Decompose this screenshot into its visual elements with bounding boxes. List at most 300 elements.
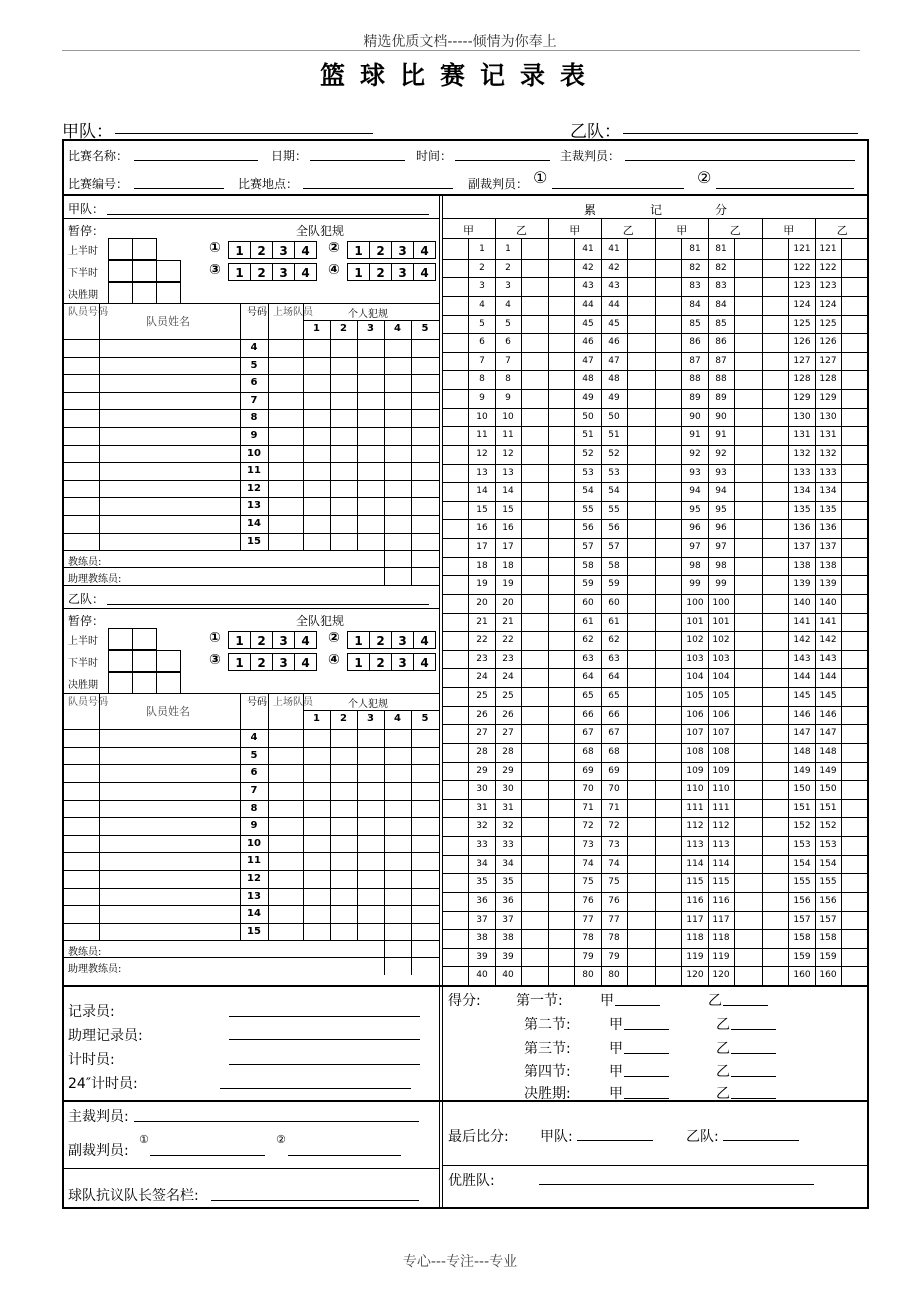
running-score-number[interactable]: 117 (712, 914, 730, 925)
running-score-number[interactable]: 68 (582, 746, 594, 757)
running-score-number[interactable]: 159 (819, 951, 837, 962)
running-score-number[interactable]: 78 (608, 933, 620, 944)
running-score-number[interactable]: 116 (686, 895, 704, 906)
running-score-number[interactable]: 15 (476, 504, 488, 515)
running-score-number[interactable]: 104 (686, 672, 704, 683)
running-score-number[interactable]: 89 (689, 393, 701, 403)
running-score-number[interactable]: 145 (819, 691, 837, 701)
running-score-number[interactable]: 83 (715, 281, 727, 292)
running-score-number[interactable]: 146 (819, 709, 837, 720)
running-score-number[interactable]: 51 (608, 430, 620, 441)
running-score-number[interactable]: 144 (819, 672, 837, 683)
running-score-number[interactable]: 24 (502, 672, 514, 683)
running-score-number[interactable]: 67 (608, 728, 620, 739)
running-score-number[interactable]: 126 (819, 337, 837, 348)
running-score-number[interactable]: 81 (715, 244, 727, 254)
running-score-number[interactable]: 29 (502, 765, 514, 776)
running-score-number[interactable]: 141 (819, 616, 837, 627)
running-score-number[interactable]: 128 (793, 374, 811, 385)
running-score-number[interactable]: 46 (582, 337, 594, 348)
running-score-number[interactable]: 76 (582, 895, 594, 906)
running-score-number[interactable]: 12 (476, 448, 488, 459)
running-score-number[interactable]: 42 (582, 262, 594, 273)
running-score-number[interactable]: 23 (502, 653, 514, 664)
running-score-number[interactable]: 85 (715, 318, 727, 329)
running-score-number[interactable]: 14 (476, 486, 488, 497)
running-score-number[interactable]: 82 (715, 262, 727, 273)
running-score-number[interactable]: 36 (476, 895, 488, 906)
running-score-number[interactable]: 5 (479, 318, 485, 329)
running-score-number[interactable]: 79 (608, 951, 620, 962)
match-name-field[interactable] (134, 160, 258, 161)
team-b-timeout-box[interactable] (108, 672, 133, 694)
running-score-number[interactable]: 117 (686, 914, 704, 925)
team-a-team-foul-box[interactable]: 3 (272, 241, 295, 259)
running-score-number[interactable]: 122 (819, 262, 837, 273)
team-a-team-foul-box[interactable]: 1 (347, 263, 370, 281)
running-score-number[interactable]: 87 (689, 355, 701, 366)
running-score-number[interactable]: 132 (819, 448, 837, 459)
running-score-number[interactable]: 103 (686, 653, 704, 664)
running-score-number[interactable]: 105 (686, 691, 704, 701)
recorder-field[interactable] (229, 1016, 420, 1017)
running-score-number[interactable]: 72 (582, 821, 594, 832)
running-score-number[interactable]: 93 (715, 467, 727, 478)
running-score-number[interactable]: 34 (502, 858, 514, 869)
team-b-name-line[interactable] (623, 133, 858, 134)
running-score-number[interactable]: 61 (582, 616, 594, 627)
running-score-number[interactable]: 27 (476, 728, 488, 739)
period-team-b-field[interactable] (731, 1076, 776, 1077)
running-score-number[interactable]: 134 (819, 486, 837, 497)
running-score-number[interactable]: 17 (502, 542, 514, 552)
match-no-field[interactable] (134, 188, 224, 189)
running-score-number[interactable]: 116 (712, 895, 730, 906)
running-score-number[interactable]: 54 (582, 486, 594, 497)
venue-field[interactable] (303, 188, 453, 189)
running-score-number[interactable]: 15 (502, 504, 514, 515)
running-score-number[interactable]: 153 (793, 840, 811, 850)
team-b-team-foul-box[interactable]: 1 (228, 653, 251, 671)
running-score-number[interactable]: 144 (793, 672, 811, 683)
running-score-number[interactable]: 77 (582, 914, 594, 925)
running-score-number[interactable]: 11 (476, 430, 488, 441)
running-score-number[interactable]: 104 (712, 672, 730, 683)
team-a-team-foul-box[interactable]: 3 (391, 241, 414, 259)
running-score-number[interactable]: 147 (793, 728, 811, 739)
running-score-number[interactable]: 43 (608, 281, 620, 292)
team-a-team-foul-box[interactable]: 3 (272, 263, 295, 281)
running-score-number[interactable]: 108 (686, 746, 704, 757)
running-score-number[interactable]: 96 (689, 523, 701, 534)
running-score-number[interactable]: 25 (502, 691, 514, 701)
running-score-number[interactable]: 28 (502, 746, 514, 757)
running-score-number[interactable]: 157 (819, 914, 837, 925)
running-score-number[interactable]: 107 (712, 728, 730, 739)
team-b-timeout-box[interactable] (132, 672, 157, 694)
running-score-number[interactable]: 38 (476, 933, 488, 944)
running-score-number[interactable]: 34 (476, 858, 488, 869)
running-score-number[interactable]: 109 (686, 765, 704, 776)
running-score-number[interactable]: 149 (793, 765, 811, 776)
running-score-number[interactable]: 31 (502, 802, 514, 813)
running-score-number[interactable]: 28 (476, 746, 488, 757)
running-score-number[interactable]: 80 (582, 970, 594, 981)
team-b-team-foul-box[interactable]: 1 (347, 653, 370, 671)
running-score-number[interactable]: 135 (819, 504, 837, 515)
team-b-team-foul-box[interactable]: 2 (369, 653, 392, 671)
running-score-number[interactable]: 120 (712, 970, 730, 981)
running-score-number[interactable]: 155 (819, 877, 837, 888)
running-score-number[interactable]: 100 (686, 597, 704, 608)
running-score-number[interactable]: 61 (608, 616, 620, 627)
running-score-number[interactable]: 56 (582, 523, 594, 534)
running-score-number[interactable]: 67 (582, 728, 594, 739)
vice-ref-2-field[interactable] (716, 188, 854, 189)
running-score-number[interactable]: 69 (582, 765, 594, 776)
running-score-number[interactable]: 3 (505, 281, 511, 292)
running-score-number[interactable]: 160 (819, 970, 837, 981)
running-score-number[interactable]: 110 (712, 784, 730, 795)
running-score-number[interactable]: 126 (793, 337, 811, 348)
running-score-number[interactable]: 139 (819, 579, 837, 590)
running-score-number[interactable]: 66 (582, 709, 594, 720)
team-b-team-name-field[interactable] (107, 604, 429, 605)
running-score-number[interactable]: 12 (502, 448, 514, 459)
running-score-number[interactable]: 49 (582, 393, 594, 403)
running-score-number[interactable]: 18 (476, 560, 488, 571)
period-team-b-field[interactable] (731, 1098, 776, 1099)
running-score-number[interactable]: 65 (582, 691, 594, 701)
team-b-team-foul-box[interactable]: 4 (294, 653, 317, 671)
running-score-number[interactable]: 16 (502, 523, 514, 534)
running-score-number[interactable]: 13 (476, 467, 488, 478)
running-score-number[interactable]: 30 (476, 784, 488, 795)
team-b-team-foul-box[interactable]: 3 (272, 653, 295, 671)
running-score-number[interactable]: 92 (715, 448, 727, 459)
period-team-a-field[interactable] (615, 1005, 660, 1006)
running-score-number[interactable]: 127 (819, 355, 837, 366)
timer-field[interactable] (229, 1064, 420, 1065)
running-score-number[interactable]: 124 (819, 299, 837, 310)
running-score-number[interactable]: 113 (712, 840, 730, 850)
running-score-number[interactable]: 19 (476, 579, 488, 590)
running-score-number[interactable]: 41 (582, 244, 594, 254)
running-score-number[interactable]: 136 (819, 523, 837, 534)
team-a-team-foul-box[interactable]: 4 (294, 263, 317, 281)
running-score-number[interactable]: 47 (608, 355, 620, 366)
running-score-number[interactable]: 101 (712, 616, 730, 627)
team-b-team-foul-box[interactable]: 4 (413, 631, 436, 649)
running-score-number[interactable]: 111 (712, 802, 730, 813)
running-score-number[interactable]: 9 (479, 393, 485, 403)
running-score-number[interactable]: 106 (686, 709, 704, 720)
running-score-number[interactable]: 64 (608, 672, 620, 683)
running-score-number[interactable]: 63 (582, 653, 594, 664)
running-score-number[interactable]: 145 (793, 691, 811, 701)
running-score-number[interactable]: 73 (608, 840, 620, 850)
running-score-number[interactable]: 100 (712, 597, 730, 608)
running-score-number[interactable]: 96 (715, 523, 727, 534)
running-score-number[interactable]: 111 (686, 802, 704, 813)
running-score-number[interactable]: 10 (476, 411, 488, 422)
running-score-number[interactable]: 6 (505, 337, 511, 348)
team-a-team-foul-box[interactable]: 4 (413, 263, 436, 281)
running-score-number[interactable]: 60 (582, 597, 594, 608)
team-b-timeout-box[interactable] (132, 628, 157, 650)
running-score-number[interactable]: 102 (686, 635, 704, 646)
running-score-number[interactable]: 109 (712, 765, 730, 776)
team-a-timeout-box[interactable] (156, 260, 181, 282)
running-score-number[interactable]: 45 (582, 318, 594, 329)
running-score-number[interactable]: 51 (582, 430, 594, 441)
running-score-number[interactable]: 1 (505, 244, 511, 254)
running-score-number[interactable]: 81 (689, 244, 701, 254)
running-score-number[interactable]: 98 (689, 560, 701, 571)
running-score-number[interactable]: 57 (608, 542, 620, 552)
protest-field[interactable] (211, 1200, 419, 1201)
running-score-number[interactable]: 25 (476, 691, 488, 701)
running-score-number[interactable]: 74 (582, 858, 594, 869)
running-score-number[interactable]: 44 (582, 299, 594, 310)
running-score-number[interactable]: 128 (819, 374, 837, 385)
running-score-number[interactable]: 35 (502, 877, 514, 888)
running-score-number[interactable]: 39 (476, 951, 488, 962)
team-b-team-foul-box[interactable]: 3 (272, 631, 295, 649)
running-score-number[interactable]: 148 (793, 746, 811, 757)
running-score-number[interactable]: 58 (608, 560, 620, 571)
running-score-number[interactable]: 27 (502, 728, 514, 739)
running-score-number[interactable]: 87 (715, 355, 727, 366)
running-score-number[interactable]: 106 (712, 709, 730, 720)
running-score-number[interactable]: 156 (793, 895, 811, 906)
team-a-timeout-box[interactable] (108, 238, 133, 260)
date-field[interactable] (310, 160, 405, 161)
running-score-number[interactable]: 129 (793, 393, 811, 403)
running-score-number[interactable]: 58 (582, 560, 594, 571)
running-score-number[interactable]: 94 (689, 486, 701, 497)
running-score-number[interactable]: 158 (793, 933, 811, 944)
running-score-number[interactable]: 68 (608, 746, 620, 757)
asst-recorder-field[interactable] (229, 1039, 420, 1040)
running-score-number[interactable]: 141 (793, 616, 811, 627)
running-score-number[interactable]: 115 (686, 877, 704, 888)
running-score-number[interactable]: 140 (819, 597, 837, 608)
running-score-number[interactable]: 143 (819, 653, 837, 664)
running-score-number[interactable]: 80 (608, 970, 620, 981)
period-team-a-field[interactable] (624, 1098, 669, 1099)
running-score-number[interactable]: 71 (608, 802, 620, 813)
running-score-number[interactable]: 79 (582, 951, 594, 962)
running-score-number[interactable]: 54 (608, 486, 620, 497)
running-score-number[interactable]: 22 (502, 635, 514, 646)
running-score-number[interactable]: 133 (819, 467, 837, 478)
running-score-number[interactable]: 64 (582, 672, 594, 683)
running-score-number[interactable]: 32 (476, 821, 488, 832)
running-score-number[interactable]: 4 (505, 299, 511, 310)
running-score-number[interactable]: 78 (582, 933, 594, 944)
running-score-number[interactable]: 154 (793, 858, 811, 869)
running-score-number[interactable]: 150 (819, 784, 837, 795)
running-score-number[interactable]: 71 (582, 802, 594, 813)
running-score-number[interactable]: 130 (793, 411, 811, 422)
running-score-number[interactable]: 39 (502, 951, 514, 962)
running-score-number[interactable]: 50 (608, 411, 620, 422)
running-score-number[interactable]: 20 (502, 597, 514, 608)
running-score-number[interactable]: 119 (712, 951, 730, 962)
running-score-number[interactable]: 73 (582, 840, 594, 850)
running-score-number[interactable]: 63 (608, 653, 620, 664)
period-team-b-field[interactable] (731, 1053, 776, 1054)
running-score-number[interactable]: 113 (686, 840, 704, 850)
running-score-number[interactable]: 142 (819, 635, 837, 646)
running-score-number[interactable]: 134 (793, 486, 811, 497)
running-score-number[interactable]: 24 (476, 672, 488, 683)
running-score-number[interactable]: 62 (608, 635, 620, 646)
running-score-number[interactable]: 49 (608, 393, 620, 403)
running-score-number[interactable]: 123 (819, 281, 837, 292)
running-score-number[interactable]: 135 (793, 504, 811, 515)
running-score-number[interactable]: 74 (608, 858, 620, 869)
running-score-number[interactable]: 86 (715, 337, 727, 348)
running-score-number[interactable]: 47 (582, 355, 594, 366)
running-score-number[interactable]: 118 (686, 933, 704, 944)
vice-ref-sign-2-field[interactable] (288, 1155, 401, 1156)
shot-timer-field[interactable] (220, 1088, 411, 1089)
running-score-number[interactable]: 21 (476, 616, 488, 627)
running-score-number[interactable]: 17 (476, 542, 488, 552)
running-score-number[interactable]: 119 (686, 951, 704, 962)
running-score-number[interactable]: 151 (819, 802, 837, 813)
running-score-number[interactable]: 8 (505, 374, 511, 385)
running-score-number[interactable]: 137 (819, 542, 837, 552)
running-score-number[interactable]: 40 (476, 970, 488, 981)
running-score-number[interactable]: 53 (582, 467, 594, 478)
vice-ref-sign-1-field[interactable] (150, 1155, 265, 1156)
team-a-timeout-box[interactable] (132, 282, 157, 304)
running-score-number[interactable]: 72 (608, 821, 620, 832)
running-score-number[interactable]: 48 (608, 374, 620, 385)
final-team-a-field[interactable] (577, 1140, 653, 1141)
running-score-number[interactable]: 99 (689, 579, 701, 590)
running-score-number[interactable]: 59 (608, 579, 620, 590)
running-score-number[interactable]: 94 (715, 486, 727, 497)
running-score-number[interactable]: 157 (793, 914, 811, 925)
running-score-number[interactable]: 69 (608, 765, 620, 776)
running-score-number[interactable]: 133 (793, 467, 811, 478)
running-score-number[interactable]: 22 (476, 635, 488, 646)
running-score-number[interactable]: 10 (502, 411, 514, 422)
running-score-number[interactable]: 37 (476, 914, 488, 925)
running-score-number[interactable]: 97 (715, 542, 727, 552)
running-score-number[interactable]: 66 (608, 709, 620, 720)
running-score-number[interactable]: 105 (712, 691, 730, 701)
running-score-number[interactable]: 98 (715, 560, 727, 571)
team-a-team-foul-box[interactable]: 3 (391, 263, 414, 281)
period-team-b-field[interactable] (723, 1005, 768, 1006)
running-score-number[interactable]: 70 (582, 784, 594, 795)
team-b-team-foul-box[interactable]: 2 (250, 631, 273, 649)
running-score-number[interactable]: 77 (608, 914, 620, 925)
running-score-number[interactable]: 86 (689, 337, 701, 348)
running-score-number[interactable]: 123 (793, 281, 811, 292)
running-score-number[interactable]: 48 (582, 374, 594, 385)
team-b-team-foul-box[interactable]: 2 (250, 653, 273, 671)
running-score-number[interactable]: 90 (689, 411, 701, 422)
running-score-number[interactable]: 138 (819, 560, 837, 571)
running-score-number[interactable]: 35 (476, 877, 488, 888)
running-score-number[interactable]: 1 (479, 244, 485, 254)
running-score-number[interactable]: 7 (505, 355, 511, 366)
running-score-number[interactable]: 75 (608, 877, 620, 888)
running-score-number[interactable]: 154 (819, 858, 837, 869)
running-score-number[interactable]: 18 (502, 560, 514, 571)
running-score-number[interactable]: 131 (819, 430, 837, 441)
running-score-number[interactable]: 56 (608, 523, 620, 534)
running-score-number[interactable]: 57 (582, 542, 594, 552)
running-score-number[interactable]: 158 (819, 933, 837, 944)
running-score-number[interactable]: 95 (689, 504, 701, 515)
running-score-number[interactable]: 13 (502, 467, 514, 478)
team-b-team-foul-box[interactable]: 1 (228, 631, 251, 649)
running-score-number[interactable]: 121 (819, 244, 837, 254)
running-score-number[interactable]: 95 (715, 504, 727, 515)
running-score-number[interactable]: 160 (793, 970, 811, 981)
running-score-number[interactable]: 101 (686, 616, 704, 627)
running-score-number[interactable]: 155 (793, 877, 811, 888)
running-score-number[interactable]: 125 (793, 318, 811, 329)
team-a-team-foul-box[interactable]: 2 (250, 263, 273, 281)
team-b-timeout-box[interactable] (108, 650, 133, 672)
team-b-team-foul-box[interactable]: 4 (294, 631, 317, 649)
running-score-number[interactable]: 29 (476, 765, 488, 776)
running-score-number[interactable]: 122 (793, 262, 811, 273)
running-score-number[interactable]: 75 (582, 877, 594, 888)
running-score-number[interactable]: 147 (819, 728, 837, 739)
running-score-number[interactable]: 36 (502, 895, 514, 906)
running-score-number[interactable]: 46 (608, 337, 620, 348)
running-score-number[interactable]: 137 (793, 542, 811, 552)
winner-field[interactable] (539, 1184, 814, 1185)
team-b-team-foul-box[interactable]: 2 (369, 631, 392, 649)
running-score-number[interactable]: 131 (793, 430, 811, 441)
team-b-team-foul-box[interactable]: 1 (347, 631, 370, 649)
team-a-team-name-field[interactable] (107, 214, 429, 215)
running-score-number[interactable]: 108 (712, 746, 730, 757)
running-score-number[interactable]: 53 (608, 467, 620, 478)
running-score-number[interactable]: 114 (712, 858, 730, 869)
running-score-number[interactable]: 107 (686, 728, 704, 739)
running-score-number[interactable]: 19 (502, 579, 514, 590)
team-a-name-line[interactable] (115, 133, 373, 134)
running-score-number[interactable]: 32 (502, 821, 514, 832)
team-b-timeout-box[interactable] (156, 650, 181, 672)
running-score-number[interactable]: 102 (712, 635, 730, 646)
running-score-number[interactable]: 43 (582, 281, 594, 292)
running-score-number[interactable]: 21 (502, 616, 514, 627)
running-score-number[interactable]: 26 (502, 709, 514, 720)
running-score-number[interactable]: 76 (608, 895, 620, 906)
chief-ref-sign-field[interactable] (134, 1121, 419, 1122)
running-score-number[interactable]: 143 (793, 653, 811, 664)
running-score-number[interactable]: 127 (793, 355, 811, 366)
running-score-number[interactable]: 89 (715, 393, 727, 403)
running-score-number[interactable]: 99 (715, 579, 727, 590)
running-score-number[interactable]: 38 (502, 933, 514, 944)
team-a-team-foul-box[interactable]: 1 (228, 263, 251, 281)
running-score-number[interactable]: 152 (819, 821, 837, 832)
running-score-number[interactable]: 85 (689, 318, 701, 329)
